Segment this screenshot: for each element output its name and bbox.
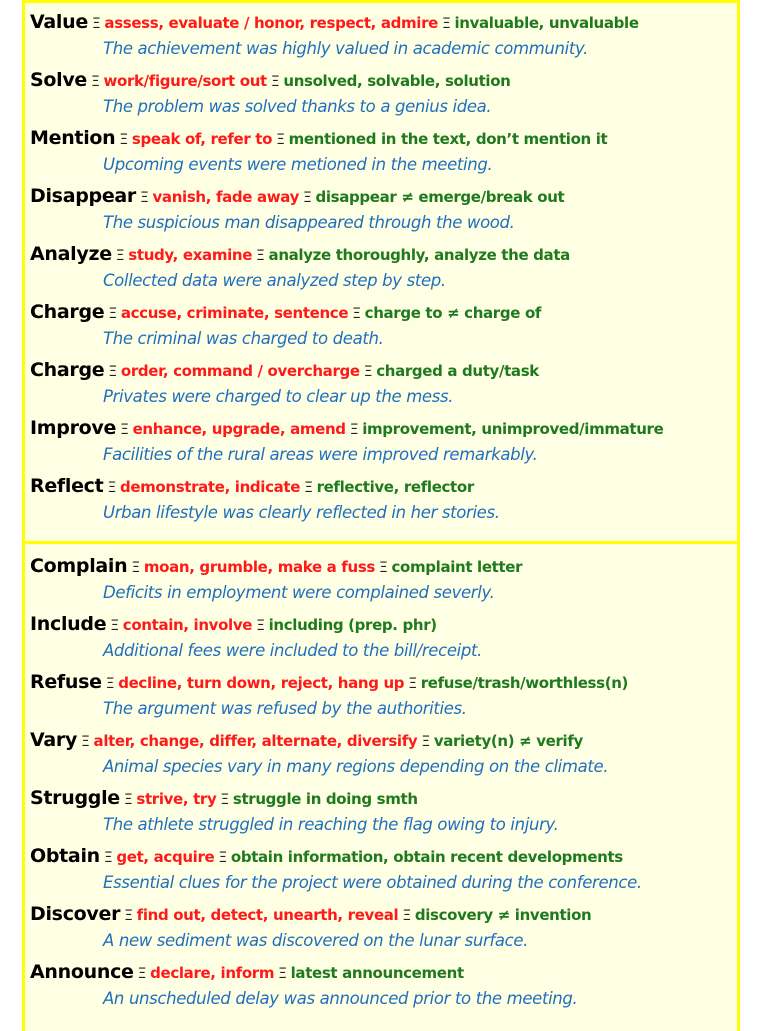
synonyms: contain, involve <box>122 616 253 634</box>
synonyms: assess, evaluate / honor, respect, admire <box>104 14 438 32</box>
example-sentence: The athlete struggled in reaching the flag owing to injury. <box>103 815 559 834</box>
example-sentence: Animal species vary in many regions depending on the climate. <box>103 757 609 776</box>
headword: Struggle <box>30 787 120 809</box>
collocations: improvement, unimproved/immature <box>362 420 664 438</box>
example-sentence: An unscheduled delay was announced prior to the meeting. <box>103 989 578 1008</box>
separator-symbol: Ξ <box>220 792 229 808</box>
entry-headline <box>30 900 737 928</box>
separator-symbol: Ξ <box>276 132 285 148</box>
synonyms: decline, turn down, reject, hang up <box>118 674 405 692</box>
headword: Solve <box>30 69 88 91</box>
collocations: disappear ≠ emerge/break out <box>315 188 565 206</box>
headword: Reflect <box>30 475 104 497</box>
separator-symbol: Ξ <box>137 966 147 982</box>
separator-symbol: Ξ <box>303 190 312 206</box>
vocab-entry <box>30 414 737 472</box>
separator-symbol: Ξ <box>363 364 373 380</box>
entry-headline <box>30 298 737 326</box>
entry-headline <box>30 668 737 696</box>
headword: Obtain <box>30 845 100 867</box>
separator-symbol: Ξ <box>123 792 133 808</box>
separator-symbol: Ξ <box>256 248 265 264</box>
entry-headline <box>30 414 737 442</box>
vocab-entry <box>30 240 737 298</box>
collocations: refuse/trash/worthless(n) <box>420 674 629 692</box>
collocations: latest announcement <box>290 964 464 982</box>
separator-symbol: Ξ <box>278 966 287 982</box>
collocations: mentioned in the text, don’t mention it <box>288 130 608 148</box>
collocations: discovery ≠ invention <box>414 906 592 924</box>
vocab-entry <box>30 472 737 530</box>
separator-symbol: Ξ <box>402 908 411 924</box>
headword: Disappear <box>30 185 136 207</box>
entry-headline <box>30 356 737 384</box>
headword: Vary <box>30 729 78 751</box>
separator-symbol: Ξ <box>131 560 140 576</box>
vocab-entry <box>30 66 737 124</box>
example-sentence: Essential clues for the project were obtained during the conference. <box>103 873 642 892</box>
synonyms: find out, detect, unearth, reveal <box>136 906 399 924</box>
synonyms: order, command / overcharge <box>120 362 360 380</box>
separator-symbol: Ξ <box>256 618 265 634</box>
entry-headline <box>30 784 737 812</box>
collocations: analyze thoroughly, analyze the data <box>268 246 570 264</box>
separator-symbol: Ξ <box>218 850 227 866</box>
headword: Complain <box>30 555 128 577</box>
headword: Refuse <box>30 671 102 693</box>
separator-symbol: Ξ <box>124 908 133 924</box>
collocations: obtain information, obtain recent developments <box>230 848 623 866</box>
collocations: struggle in doing smth <box>232 790 418 808</box>
vocab-entry <box>30 610 737 668</box>
collocations: charge to ≠ charge of <box>364 304 542 322</box>
synonyms: strive, try <box>136 790 217 808</box>
vocab-entry <box>30 298 737 356</box>
separator-symbol: Ξ <box>140 190 149 206</box>
separator-symbol: Ξ <box>378 560 388 576</box>
synonyms: vanish, fade away <box>152 188 299 206</box>
synonyms: work/figure/sort out <box>103 72 267 90</box>
example-sentence: Collected data were analyzed step by step. <box>103 271 446 290</box>
headword: Announce <box>30 961 134 983</box>
headword: Mention <box>30 127 116 149</box>
vocab-entry <box>30 842 737 900</box>
headword: Charge <box>30 301 105 323</box>
entry-headline <box>30 472 737 500</box>
entry-headline <box>30 610 737 638</box>
synonyms: speak of, refer to <box>131 130 273 148</box>
vocab-entry <box>30 8 737 66</box>
separator-symbol: Ξ <box>119 132 128 148</box>
separator-symbol: Ξ <box>349 422 359 438</box>
headword: Value <box>30 11 88 33</box>
headword: Analyze <box>30 243 112 265</box>
vocab-entry <box>30 124 737 182</box>
entry-headline <box>30 8 737 36</box>
separator-symbol: Ξ <box>103 850 113 866</box>
example-sentence: The achievement was highly valued in academic community. <box>103 39 589 58</box>
separator-symbol: Ξ <box>304 480 313 496</box>
entry-headline <box>30 182 737 210</box>
separator-symbol: Ξ <box>421 734 430 750</box>
vocabulary-box-2 <box>22 541 740 1031</box>
example-sentence: Privates were charged to clear up the mess. <box>103 387 454 406</box>
separator-symbol: Ξ <box>91 16 101 32</box>
example-sentence: The suspicious man disappeared through the wood. <box>103 213 515 232</box>
collocations: invaluable, unvaluable <box>454 14 639 32</box>
separator-symbol: Ξ <box>108 364 117 380</box>
example-sentence: Facilities of the rural areas were improved remarkably. <box>103 445 538 464</box>
separator-symbol: Ξ <box>352 306 361 322</box>
separator-symbol: Ξ <box>110 618 119 634</box>
separator-symbol: Ξ <box>115 248 125 264</box>
collocations: including (prep. phr) <box>268 616 437 634</box>
collocations: charged a duty/task <box>376 362 539 380</box>
vocabulary-box-1 <box>22 0 740 545</box>
separator-symbol: Ξ <box>108 306 117 322</box>
vocab-entry <box>30 900 737 958</box>
entry-headline <box>30 124 737 152</box>
entry-headline <box>30 726 737 754</box>
vocab-entry <box>30 958 737 1016</box>
separator-symbol: Ξ <box>270 74 280 90</box>
example-sentence: Additional fees were included to the bill/receipt. <box>103 641 482 660</box>
synonyms: enhance, upgrade, amend <box>132 420 346 438</box>
headword: Discover <box>30 903 121 925</box>
entry-headline <box>30 842 737 870</box>
headword: Include <box>30 613 107 635</box>
collocations: reflective, reflector <box>316 478 474 496</box>
synonyms: declare, inform <box>150 964 275 982</box>
example-sentence: A new sediment was discovered on the lunar surface. <box>103 931 529 950</box>
separator-symbol: Ξ <box>441 16 451 32</box>
synonyms: get, acquire <box>116 848 215 866</box>
synonyms: moan, grumble, make a fuss <box>143 558 375 576</box>
entry-headline <box>30 552 737 580</box>
example-sentence: Upcoming events were metioned in the meeting. <box>103 155 493 174</box>
vocab-entry <box>30 668 737 726</box>
vocab-entry <box>30 784 737 842</box>
collocations: variety(n) ≠ verify <box>433 732 583 750</box>
example-sentence: Urban lifestyle was clearly reflected in her stories. <box>103 503 500 522</box>
vocab-entry <box>30 552 737 610</box>
collocations: unsolved, solvable, solution <box>283 72 511 90</box>
example-sentence: Deficits in employment were complained severly. <box>103 583 495 602</box>
headword: Improve <box>30 417 117 439</box>
synonyms: alter, change, differ, alternate, diversify <box>93 732 418 750</box>
example-sentence: The argument was refused by the authorities. <box>103 699 467 718</box>
example-sentence: The problem was solved thanks to a genius idea. <box>103 97 492 116</box>
synonyms: study, examine <box>128 246 253 264</box>
separator-symbol: Ξ <box>105 676 115 692</box>
entry-headline <box>30 66 737 94</box>
headword: Charge <box>30 359 105 381</box>
separator-symbol: Ξ <box>120 422 129 438</box>
separator-symbol: Ξ <box>408 676 417 692</box>
separator-symbol: Ξ <box>91 74 100 90</box>
entry-headline <box>30 958 737 986</box>
collocations: complaint letter <box>391 558 523 576</box>
example-sentence: The criminal was charged to death. <box>103 329 384 348</box>
entry-headline <box>30 240 737 268</box>
separator-symbol: Ξ <box>81 734 90 750</box>
vocab-entry <box>30 726 737 784</box>
vocab-entry <box>30 356 737 414</box>
separator-symbol: Ξ <box>107 480 116 496</box>
synonyms: accuse, criminate, sentence <box>120 304 349 322</box>
synonyms: demonstrate, indicate <box>119 478 301 496</box>
vocab-entry <box>30 182 737 240</box>
